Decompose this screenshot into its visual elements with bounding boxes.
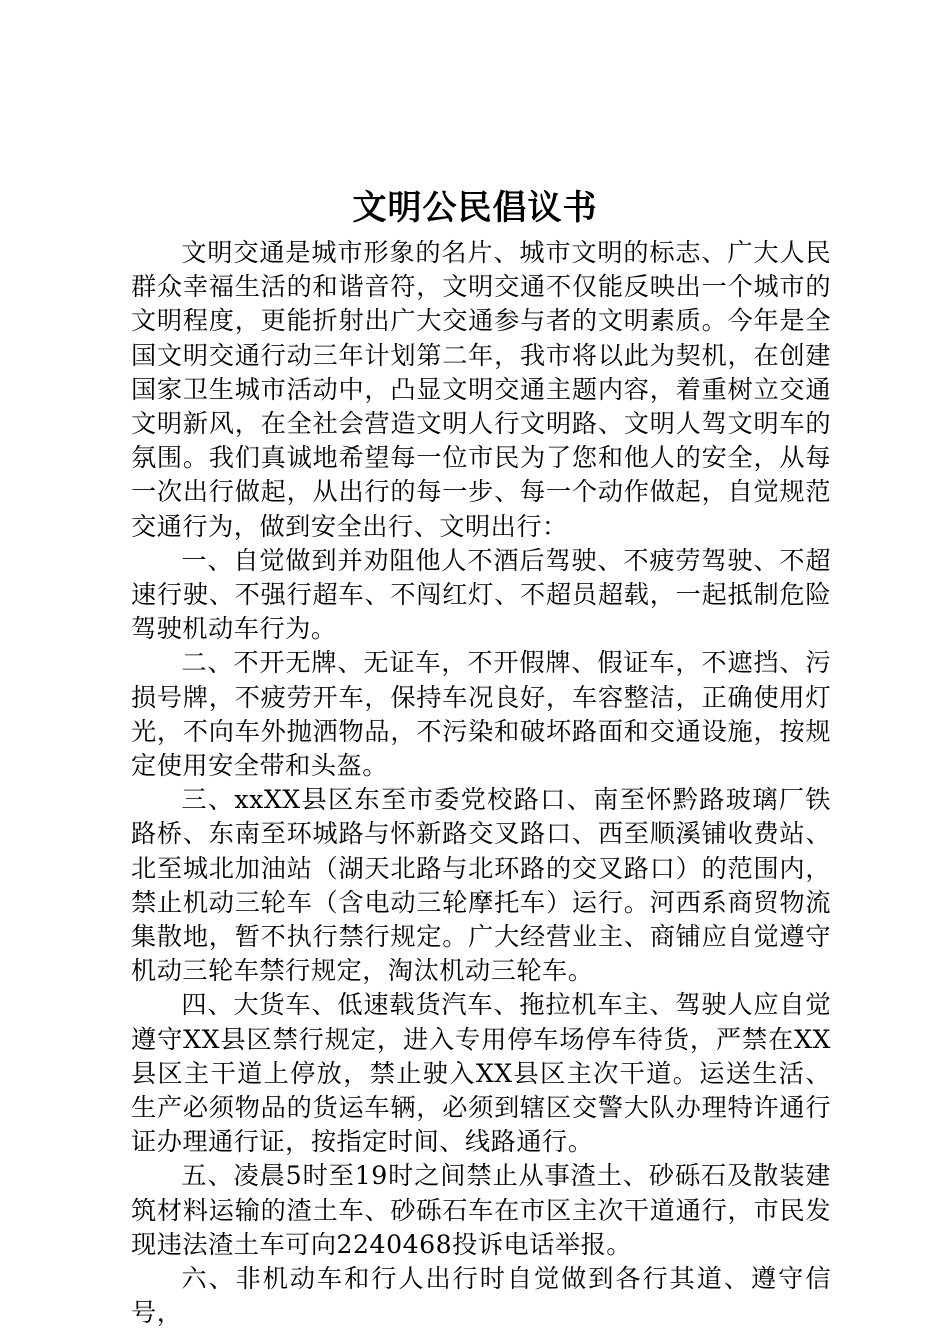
- item-paragraph-3: 三、xxXX县区东至市委党校路口、南至怀黔路玻璃厂铁路桥、东南至环城路与怀新路交叉路口、西至顺溪铺收费站、北至城北加油站（湖天北路与北环路的交叉路口）的范围内，禁止机动三轮车（含电动三轮摩托车）运行。河西系商贸物流集散地，暂不执行禁行规定。广大经营业主、商铺应自觉遵守机动三轮车禁行规定，淘汰机动三轮车。: [131, 785, 831, 986]
- item-paragraph-2: 二、不开无牌、无证车，不开假牌、假证车，不遮挡、污损号牌，不疲劳开车，保持车况良好，车容整洁，正确使用灯光，不向车外抛洒物品，不污染和破坏路面和交通设施，按规定使用安全带和头盔。: [131, 648, 831, 781]
- intro-paragraph: 文明交通是城市形象的名片、城市文明的标志、广大人民群众幸福生活的和谐音符，文明交通不仅能反映出一个城市的文明程度，更能折射出广大交通参与者的文明素质。今年是全国文明交通行动三年计划第二年，我市将以此为契机，在创建国家卫生城市活动中，凸显文明交通主题内容，着重树立交通文明新风，在全社会营造文明人行文明路、文明人驾文明车的氛围。我们真诚地希望每一位市民为了您和他人的安全，从每一次出行做起，从出行的每一步、每一个动作做起，自觉规范交通行为，做到安全出行、文明出行：: [131, 238, 831, 541]
- document-title: 文明公民倡议书: [352, 188, 598, 228]
- item-paragraph-1: 一、自觉做到并劝阻他人不酒后驾驶、不疲劳驾驶、不超速行驶、不强行超车、不闯红灯、不超员超载，一起抵制危险驾驶机动车行为。: [131, 545, 831, 644]
- item-paragraph-5: 五、凌晨5时至19时之间禁止从事渣土、砂砾石及散装建筑材料运输的渣土车、砂砾石车在市区主次干道通行，市民发现违法渣土车可向2240468投诉电话举报。: [131, 1161, 831, 1259]
- document-body: [131, 236, 831, 1331]
- item-paragraph-6: 六、非机动车和行人出行时自觉做到各行其道、遵守信号，: [131, 1264, 831, 1328]
- item-paragraph-4: 四、大货车、低速载货汽车、拖拉机车主、驾驶人应自觉遵守XX县区禁行规定，进入专用停车场停车待货，严禁在XX县区主干道上停放，禁止驶入XX县区主次干道。运送生活、生产必须物品的货运车辆，必须到辖区交警大队办理特许通行证办理通行证，按指定时间、线路通行。: [131, 990, 831, 1157]
